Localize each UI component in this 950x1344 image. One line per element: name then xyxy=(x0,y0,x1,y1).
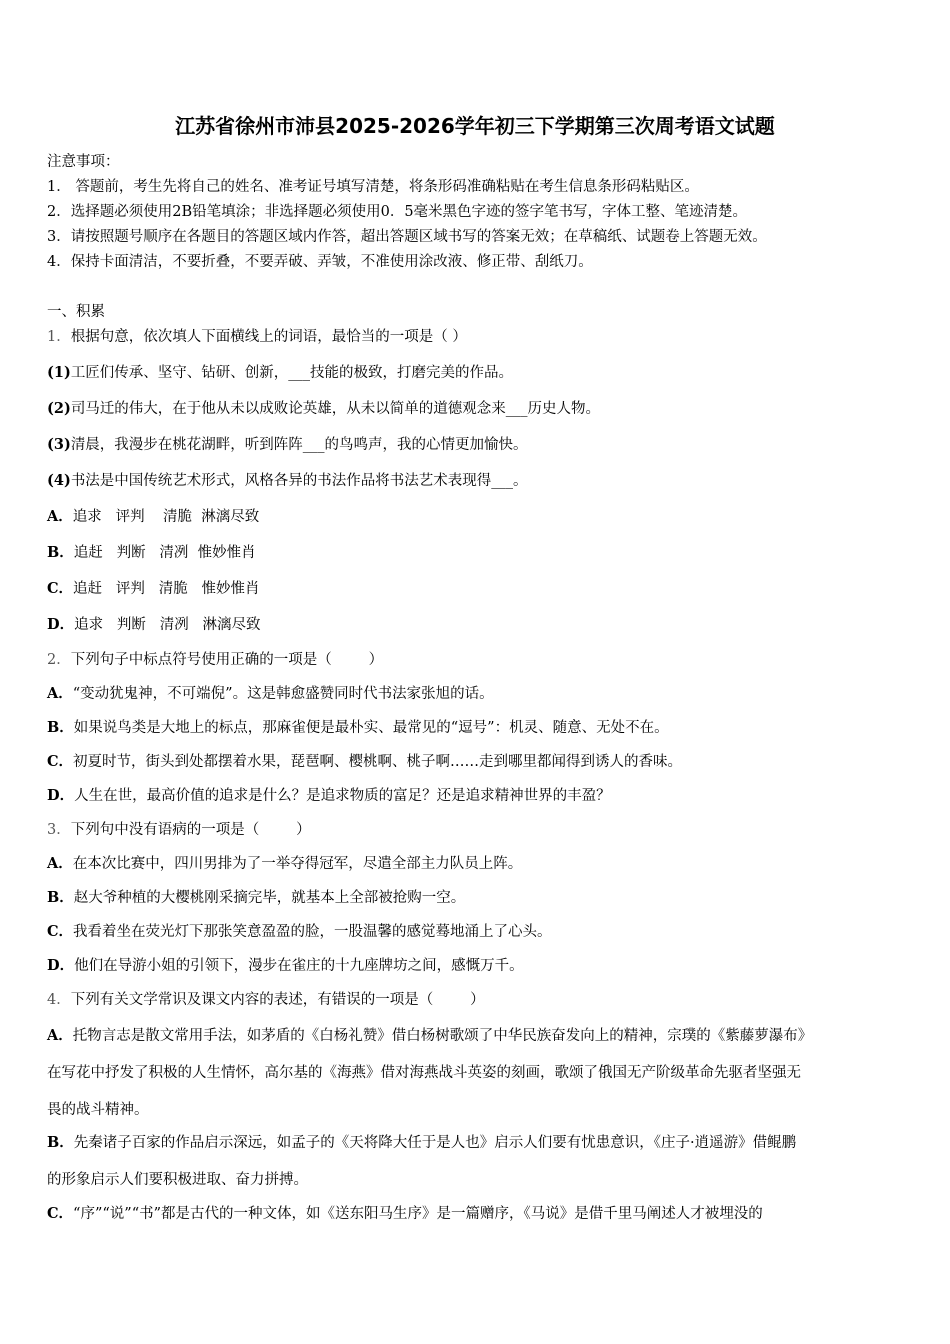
q2-option-c xyxy=(47,752,682,772)
q1-sentence-3 xyxy=(47,435,528,455)
question-number: 4． xyxy=(47,992,71,1008)
option-text: 在本次比赛中，四川男排为了一举夺得冠军，尽遣全部主力队员上阵。 xyxy=(72,856,523,872)
section-heading: 一、积累 xyxy=(47,304,105,320)
option-text: 赵大爷种植的大樱桃刚采摘完毕，就基本上全部被抢购一空。 xyxy=(73,890,466,906)
q2-option-a xyxy=(47,684,494,704)
option-label: A． xyxy=(47,508,73,525)
q1-sentence-4 xyxy=(47,471,528,491)
sentence-text: 书法是中国传统艺术形式，风格各异的书法作品将书法艺术表现得___。 xyxy=(70,473,528,489)
question-number: 3． xyxy=(47,822,71,838)
question-3-stem xyxy=(47,820,311,840)
option-label: A． xyxy=(47,855,73,872)
notice-heading: 注意事项： xyxy=(47,154,120,170)
sentence-label: (1) xyxy=(47,364,71,381)
option-label: C． xyxy=(47,580,74,597)
option-label: D． xyxy=(47,616,75,633)
option-label: A． xyxy=(47,1027,73,1044)
option-label: B． xyxy=(47,889,74,906)
q3-option-c xyxy=(47,922,552,942)
q1-sentence-1 xyxy=(47,363,513,383)
option-label: B． xyxy=(47,719,74,736)
notice-item-2: 2．选择题必须使用2B铅笔填涂；非选择题必须使用0．5毫米黑色字迹的签字笔书写，字体工整、笔迹清楚。 xyxy=(47,204,748,220)
sentence-label: (4) xyxy=(47,472,71,489)
sentence-text: 清晨，我漫步在桃花湖畔，听到阵阵___的鸟鸣声，我的心情更加愉快。 xyxy=(70,437,528,453)
option-text: “变动犹鬼神，不可端倪”。这是韩愈盛赞同时代书法家张旭的话。 xyxy=(72,686,494,702)
q1-option-d xyxy=(47,615,261,635)
question-text: 下列句中没有语病的一项是（ ） xyxy=(70,822,311,838)
sentence-label: (3) xyxy=(47,436,71,453)
option-label: B． xyxy=(47,1134,74,1151)
question-number: 1． xyxy=(47,329,71,345)
q2-option-b xyxy=(47,718,669,738)
option-label: C． xyxy=(47,923,74,940)
q3-option-a xyxy=(47,854,522,874)
option-text: 追求 判断 清冽 淋漓尽致 xyxy=(74,617,261,633)
sentence-text: 司马迁的伟大，在于他从未以成败论英雄，从未以简单的道德观念来___历史人物。 xyxy=(70,401,601,417)
option-text: 追赶 评判 清脆 惟妙惟肖 xyxy=(73,581,260,597)
option-text: 如果说鸟类是大地上的标点，那麻雀便是最朴实、最常见的“逗号”：机灵、随意、无处不在。 xyxy=(73,720,669,736)
q4-option-a-line-1 xyxy=(47,1026,812,1046)
option-label: A． xyxy=(47,685,73,702)
question-text: 根据句意，依次填人下面横线上的词语，最恰当的一项是（ ） xyxy=(70,329,467,345)
sentence-text: 工匠们传承、坚守、钻研、创新，___技能的极致，打磨完美的作品。 xyxy=(70,365,514,381)
page-title: 江苏省徐州市沛县2025-2026学年初三下学期第三次周考语文试题 xyxy=(175,114,775,138)
q1-option-a xyxy=(47,507,259,527)
q4-option-b-line-1 xyxy=(47,1133,796,1153)
option-text: 初夏时节，街头到处都摆着水果，琵琶啊、樱桃啊、桃子啊……走到哪里都闻得到诱人的香味。 xyxy=(73,754,683,770)
q1-option-c xyxy=(47,579,260,599)
q4-option-a-line-2: 在写花中抒发了积极的人生情怀，高尔基的《海燕》借对海燕战斗英姿的刻画，歌颂了俄国无产阶级革命先驱者坚强无 xyxy=(47,1065,801,1081)
question-2-stem xyxy=(47,650,383,670)
q4-option-b-line-2: 的形象启示人们要积极进取、奋力拼搏。 xyxy=(47,1172,308,1188)
question-text: 下列句子中标点符号使用正确的一项是（ ） xyxy=(70,652,384,668)
q1-option-b xyxy=(47,543,256,563)
q1-sentence-2 xyxy=(47,399,600,419)
option-text: 他们在导游小姐的引领下，漫步在雀庄的十九座牌坊之间，感慨万千。 xyxy=(74,958,524,974)
option-text: 我看着坐在荧光灯下那张笑意盈盈的脸，一股温馨的感觉蓦地涌上了心头。 xyxy=(73,924,552,940)
q3-option-d xyxy=(47,956,524,976)
option-text: 托物言志是散文常用手法，如茅盾的《白杨礼赞》借白杨树歌颂了中华民族奋发向上的精神，宗璞的《紫藤萝瀑布》 xyxy=(72,1028,813,1044)
question-1-stem xyxy=(47,327,467,347)
option-label: C． xyxy=(47,753,74,770)
option-text: 人生在世，最高价值的追求是什么？是追求物质的富足？还是追求精神世界的丰盈？ xyxy=(74,788,611,804)
option-label: D． xyxy=(47,787,75,804)
question-number: 2． xyxy=(47,652,71,668)
option-label: D． xyxy=(47,957,75,974)
option-text: 追赶 判断 清冽 惟妙惟肖 xyxy=(73,545,256,561)
sentence-label: (2) xyxy=(47,400,71,417)
q2-option-d xyxy=(47,786,611,806)
q3-option-b xyxy=(47,888,465,908)
question-4-stem xyxy=(47,990,485,1010)
option-text: 先秦诸子百家的作品启示深远，如孟子的《天将降大任于是人也》启示人们要有忧患意识，《庄子·逍遥游》借鲲鹏 xyxy=(73,1135,797,1151)
option-label: B． xyxy=(47,544,74,561)
option-text: 追求 评判 清脆 淋漓尽致 xyxy=(72,509,260,525)
notice-item-4: 4．保持卡面清洁，不要折叠，不要弄破、弄皱，不准使用涂改液、修正带、刮纸刀。 xyxy=(47,254,593,270)
q4-option-a-line-3: 畏的战斗精神。 xyxy=(47,1102,149,1118)
notice-item-1: 1． 答题前，考生先将自己的姓名、准考证号填写清楚，将条形码准确粘贴在考生信息条形码粘贴区。 xyxy=(47,179,699,195)
option-text: “序”“说”“书”都是古代的一种文体，如《送东阳马生序》是一篇赠序，《马说》是借千里马阐述人才被埋没的 xyxy=(73,1206,763,1222)
option-label: C． xyxy=(47,1205,74,1222)
q4-option-c-line-1 xyxy=(47,1204,763,1224)
notice-item-3: 3．请按照题号顺序在各题目的答题区域内作答，超出答题区域书写的答案无效；在草稿纸、试题卷上答题无效。 xyxy=(47,229,767,245)
question-text: 下列有关文学常识及课文内容的表述，有错误的一项是（ ） xyxy=(70,992,485,1008)
